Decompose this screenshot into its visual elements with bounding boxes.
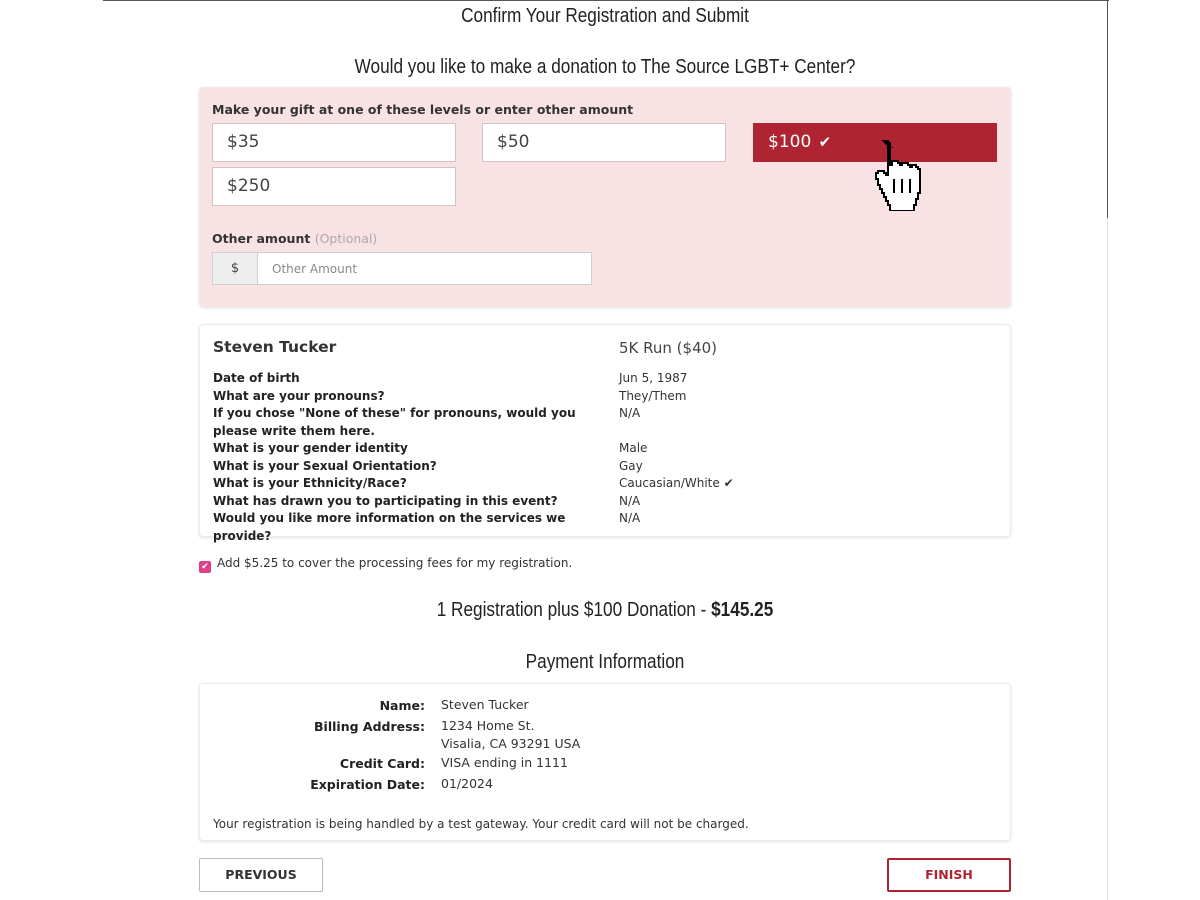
registrant-name: Steven Tucker xyxy=(213,338,337,356)
donation-level-label: $35 xyxy=(227,132,260,152)
answer-dob: Jun 5, 1987 xyxy=(619,371,688,385)
order-total-amount: $145.25 xyxy=(711,599,774,621)
question-pronouns: What are your pronouns? xyxy=(213,388,385,403)
question-dob: Date of birth xyxy=(213,371,300,385)
checkbox-checked-icon[interactable]: ✔ xyxy=(199,561,211,573)
scrollbar-edge xyxy=(1107,0,1108,218)
optional-tag: (Optional) xyxy=(314,231,378,246)
donation-level-label: $250 xyxy=(227,176,271,196)
answer-gender: Male xyxy=(619,441,648,455)
donation-panel xyxy=(199,87,1011,307)
donation-level-label: $100 xyxy=(768,132,812,152)
order-total xyxy=(85,599,1126,622)
other-amount-label xyxy=(212,231,377,246)
question-ethnicity: What is your Ethnicity/Race? xyxy=(213,476,407,490)
donation-level-35[interactable] xyxy=(212,123,456,162)
billing-address-label: Billing Address: xyxy=(314,719,425,734)
answer-ethnicity: Caucasian/White ✔ xyxy=(619,476,734,490)
other-amount-input[interactable] xyxy=(259,253,591,284)
credit-card-label: Credit Card: xyxy=(339,756,425,771)
processing-fee-option[interactable] xyxy=(199,556,572,573)
payment-name-label: Name: xyxy=(379,698,425,713)
payment-heading: Payment Information xyxy=(525,651,685,673)
question-gender: What is your gender identity xyxy=(213,441,408,455)
currency-prefix: $ xyxy=(213,253,258,284)
processing-fee-label: Add $5.25 to cover the processing fees for my registration. xyxy=(217,556,573,570)
donation-level-50[interactable] xyxy=(482,123,726,162)
donation-level-250[interactable] xyxy=(212,167,456,206)
test-gateway-note: Your registration is being handled by a test gateway. Your credit card will not be charged. xyxy=(213,817,749,831)
other-amount-field xyxy=(212,252,592,285)
answer-orientation: Gay xyxy=(619,458,643,473)
answer-pronouns: They/Them xyxy=(619,388,687,403)
other-amount-label-text: Other amount xyxy=(212,231,311,246)
gift-levels-label: Make your gift at one of these levels or enter other amount xyxy=(212,102,634,117)
billing-address-line1: 1234 Home St. xyxy=(441,718,535,733)
payment-name: Steven Tucker xyxy=(441,697,529,712)
billing-address-line2: Visalia, CA 93291 USA xyxy=(441,736,581,751)
scrollbar-track xyxy=(1107,218,1108,900)
answer-more-info: N/A xyxy=(619,511,641,525)
question-more-info: Would you like more information on the services we provide? xyxy=(213,511,566,543)
check-icon: ✔ xyxy=(818,133,832,151)
question-other-pronouns: If you chose "None of these" for pronouns, would you please write them here. xyxy=(213,406,576,438)
question-motivation: What has drawn you to participating in this event? xyxy=(213,493,558,508)
page-title: Confirm Your Registration and Submit xyxy=(461,5,749,27)
answer-motivation: N/A xyxy=(619,493,641,508)
finish-button[interactable]: FINISH xyxy=(887,858,1011,892)
donation-level-100-selected[interactable] xyxy=(753,123,997,162)
expiration-label: Expiration Date: xyxy=(310,777,425,792)
question-orientation: What is your Sexual Orientation? xyxy=(213,458,437,473)
donation-level-label: $50 xyxy=(497,132,530,152)
registration-summary-card xyxy=(199,324,1011,543)
registered-event: 5K Run ($40) xyxy=(619,339,718,357)
credit-card-value: VISA ending in 1111 xyxy=(441,755,568,770)
previous-button[interactable]: PREVIOUS xyxy=(199,858,323,892)
expiration-value: 01/2024 xyxy=(441,776,493,791)
donation-heading: Would you like to make a donation to The Source LGBT+ Center? xyxy=(354,56,856,78)
payment-info-card xyxy=(199,683,1011,841)
order-summary-text: 1 Registration plus $100 Donation - xyxy=(436,599,712,621)
answer-other-pronouns: N/A xyxy=(619,406,641,420)
